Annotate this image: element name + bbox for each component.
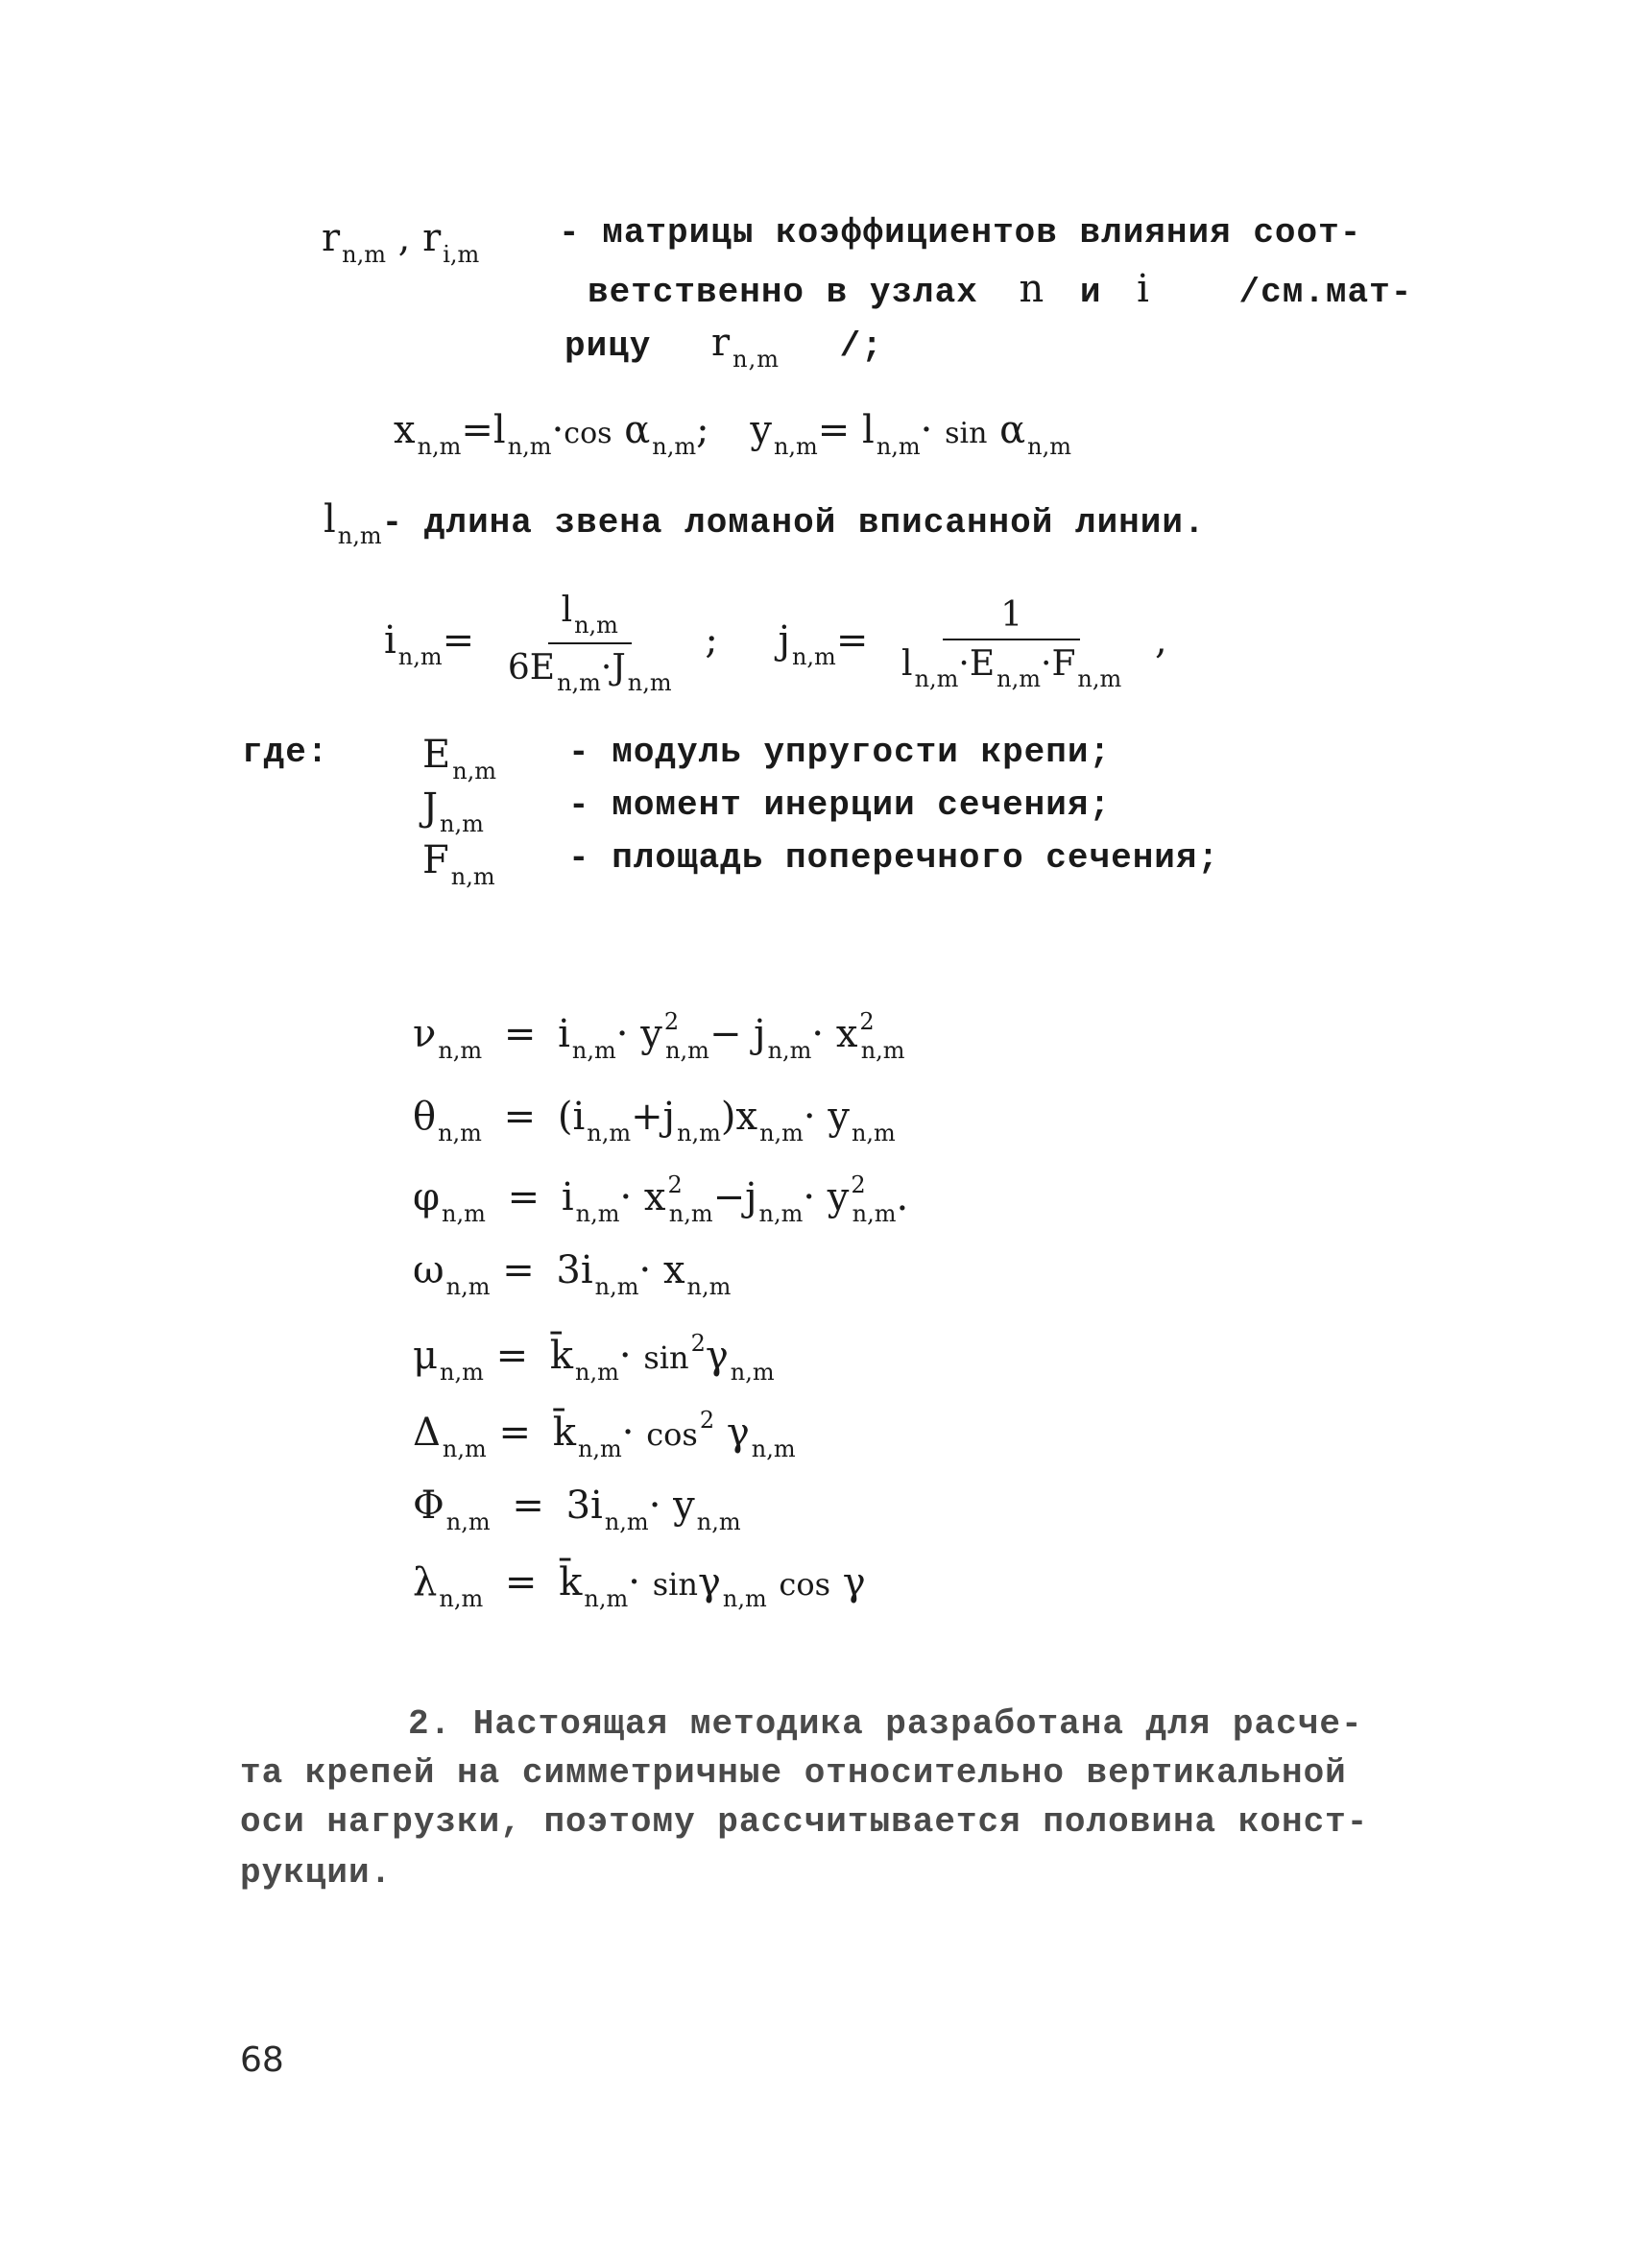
xy-formula: $x_{n,m}=l_{n,m}\cdot\cos$ $\alpha_{n,m}$; $y_{n,m}= l_{n,m}\cdot \sin \alpha_{n,m}$ bbox=[394, 408, 1071, 460]
ij-formula: $i_{n,m}=$ $\frac{l_{n,m}}{6E_{n,m}\cdot J_{n,m}}$ ; $j_{n,m}=$ $\frac{1}{l_{n,m}\cdot E_{n,m}\cdot F_{n,m}}$ , bbox=[384, 591, 1167, 696]
l-definition: ln,m- длина звена ломаной вписанной линии. bbox=[324, 497, 1206, 549]
where-item-e: En,m bbox=[422, 733, 497, 784]
formula-lambda: $\lambda_{n,m}$ = $k̄_{n,m}\cdot \sin\gamma_{n,m}$ cos γ bbox=[413, 1560, 866, 1612]
where-item-e-text: - модуль упругости крепи; bbox=[568, 733, 1112, 772]
formula-mu: $\mu_{n,m}$ = $k̄_{n,m}\cdot \sin^2\gamma_{n,m}$ bbox=[413, 1330, 775, 1386]
formula-theta: $\theta_{n,m} = (i_{n,m}+j_{n,m})x_{n,m}\cdot y_{n,m}$ bbox=[413, 1095, 896, 1146]
paragraph-line-2: та крепей на симметричные относительно вертикальной bbox=[240, 1753, 1347, 1793]
formula-phi: $\varphi_{n,m} = i_{n,m}\cdot x^2_{n,m}-j_{n,m}\cdot y^2_{n,m}$. bbox=[413, 1171, 909, 1227]
where-item-j-text: - момент инерции сечения; bbox=[568, 785, 1112, 825]
where-item-f-text: - площадь поперечного сечения; bbox=[568, 838, 1220, 878]
where-item-f: Fn,m bbox=[422, 838, 495, 890]
definition-r-line3: рицу $r_{n,m}$ /; bbox=[564, 321, 883, 373]
r-symbols: $r_{n,m}$ , $r_{i,m}$ bbox=[322, 216, 480, 268]
formula-delta: $\Delta_{n,m}$ = $k̄_{n,m}\cdot \cos^2 \gamma_{n,m}$ bbox=[413, 1407, 796, 1462]
page-number: 68 bbox=[240, 2040, 284, 2080]
formula-omega: $\omega_{n,m} = 3i_{n,m}\cdot x_{n,m}$ bbox=[413, 1248, 732, 1300]
paragraph-line-1: 2. Настоящая методика разработана для расче- bbox=[408, 1704, 1363, 1744]
paragraph-line-3: оси нагрузки, поэтому рассчитывается половина конст- bbox=[240, 1802, 1369, 1842]
j-fraction: $\frac{1}{l_{n,m}\cdot E_{n,m}\cdot F_{n,m}}$ bbox=[901, 594, 1122, 692]
definition-r-line2: ветственно в узлах n и i /см.мат- bbox=[588, 267, 1413, 312]
formula-nu: $\nu_{n,m} = i_{n,m}\cdot y^2_{n,m}- j_{n,m}\cdot x^2_{n,m}$ bbox=[413, 1008, 905, 1064]
i-fraction: $\frac{l_{n,m}}{6E_{n,m}\cdot J_{n,m}}$ bbox=[507, 591, 672, 696]
where-label: где: bbox=[242, 733, 329, 772]
paragraph-line-4: рукции. bbox=[240, 1853, 393, 1893]
where-item-j: Jn,m bbox=[422, 785, 484, 837]
formula-Phi: $\Phi_{n,m} = 3i_{n,m}\cdot y_{n,m}$ bbox=[413, 1484, 741, 1535]
definition-r-line1: - матрицы коэффициентов влияния соот- bbox=[559, 213, 1362, 253]
